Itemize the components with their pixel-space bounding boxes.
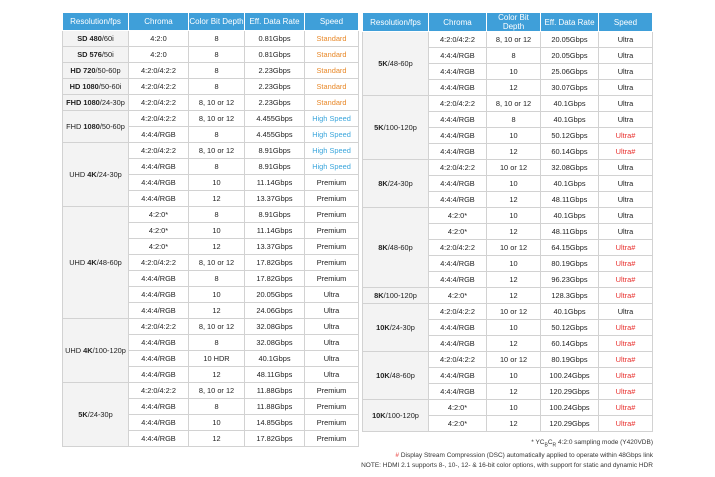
chroma-cell: 4:2:0* [429, 400, 487, 416]
data-rate-cell: 120.29Gbps [541, 384, 599, 400]
data-rate-cell: 40.1Gbps [541, 176, 599, 192]
speed-cell: Ultra [305, 287, 359, 303]
chroma-cell: 4:4:4/RGB [129, 399, 189, 415]
bit-depth-cell: 12 [487, 288, 541, 304]
resolution-cell: FHD 1080/24-30p [63, 95, 129, 111]
chroma-cell: 4:2:0/4:2:2 [429, 160, 487, 176]
bit-depth-cell: 8 [189, 79, 245, 95]
resolution-cell: SD 576/50i [63, 47, 129, 63]
speed-cell: Ultra# [599, 416, 653, 432]
chroma-cell: 4:4:4/RGB [129, 367, 189, 383]
data-rate-cell: 13.37Gbps [245, 191, 305, 207]
bit-depth-cell: 12 [189, 431, 245, 447]
bit-depth-cell: 10 [487, 320, 541, 336]
resolution-cell: HD 720/50-60p [63, 63, 129, 79]
resolution-cell: 5K/100-120p [363, 96, 429, 160]
data-rate-cell: 30.07Gbps [541, 80, 599, 96]
header-resolution: Resolution/fps [63, 13, 129, 31]
chroma-cell: 4:2:0* [429, 224, 487, 240]
bit-depth-cell: 8 [189, 47, 245, 63]
chroma-cell: 4:2:0/4:2:2 [129, 111, 189, 127]
chroma-cell: 4:2:0/4:2:2 [429, 32, 487, 48]
chroma-cell: 4:2:0/4:2:2 [429, 304, 487, 320]
footnotes [361, 438, 653, 472]
speed-cell: Premium [305, 223, 359, 239]
bit-depth-cell: 12 [189, 367, 245, 383]
speed-cell: Ultra [305, 351, 359, 367]
data-rate-cell: 40.1Gbps [541, 208, 599, 224]
speed-cell: High Speed [305, 111, 359, 127]
speed-cell: Premium [305, 239, 359, 255]
resolution-cell: 8K/48-60p [363, 208, 429, 288]
bit-depth-cell: 8, 10 or 12 [487, 32, 541, 48]
data-rate-cell: 14.85Gbps [245, 415, 305, 431]
hdmi-format-table-right [362, 12, 653, 432]
header-data-rate: Eff. Data Rate [541, 13, 599, 32]
speed-cell: Ultra [305, 319, 359, 335]
chroma-cell: 4:4:4/RGB [129, 271, 189, 287]
data-rate-cell: 50.12Gbps [541, 320, 599, 336]
bit-depth-cell: 8 [189, 127, 245, 143]
speed-cell: Ultra [599, 64, 653, 80]
data-rate-cell: 2.23Gbps [245, 79, 305, 95]
bit-depth-cell: 8 [189, 31, 245, 47]
resolution-cell: HD 1080/50-60i [63, 79, 129, 95]
data-rate-cell: 17.82Gbps [245, 271, 305, 287]
speed-cell: High Speed [305, 143, 359, 159]
chroma-cell: 4:2:0/4:2:2 [429, 240, 487, 256]
chroma-cell: 4:2:0* [429, 288, 487, 304]
bit-depth-cell: 8 [189, 207, 245, 223]
header-speed: Speed [599, 13, 653, 32]
chroma-cell: 4:4:4/RGB [129, 351, 189, 367]
resolution-cell: SD 480/60i [63, 31, 129, 47]
resolution-cell: UHD 4K/48-60p [63, 207, 129, 319]
bit-depth-cell: 8, 10 or 12 [189, 95, 245, 111]
speed-cell: Standard [305, 47, 359, 63]
bit-depth-cell: 10 [487, 64, 541, 80]
bit-depth-cell: 8, 10 or 12 [189, 143, 245, 159]
speed-cell: Ultra# [599, 384, 653, 400]
chroma-cell: 4:4:4/RGB [429, 384, 487, 400]
bit-depth-cell: 12 [189, 239, 245, 255]
data-rate-cell: 0.81Gbps [245, 47, 305, 63]
table-row [63, 319, 359, 335]
table-row [363, 160, 653, 176]
table-header-row [63, 13, 359, 31]
data-rate-cell: 32.08Gbps [245, 319, 305, 335]
data-rate-cell: 17.82Gbps [245, 255, 305, 271]
speed-cell: Ultra [305, 367, 359, 383]
chroma-cell: 4:2:0* [129, 223, 189, 239]
data-rate-cell: 100.24Gbps [541, 400, 599, 416]
chroma-cell: 4:4:4/RGB [429, 320, 487, 336]
speed-cell: Ultra [599, 192, 653, 208]
speed-cell: Premium [305, 431, 359, 447]
bit-depth-cell: 8, 10 or 12 [189, 319, 245, 335]
table-row [363, 32, 653, 48]
data-rate-cell: 20.05Gbps [541, 32, 599, 48]
chroma-cell: 4:2:0/4:2:2 [129, 383, 189, 399]
speed-cell: Premium [305, 399, 359, 415]
speed-cell: Ultra# [599, 128, 653, 144]
header-chroma: Chroma [129, 13, 189, 31]
chroma-cell: 4:4:4/RGB [129, 287, 189, 303]
speed-cell: Premium [305, 191, 359, 207]
resolution-cell: FHD 1080/50-60p [63, 111, 129, 143]
data-rate-cell: 8.91Gbps [245, 143, 305, 159]
bit-depth-cell: 10 [487, 368, 541, 384]
table-row [363, 400, 653, 416]
speed-cell: Ultra# [599, 352, 653, 368]
speed-cell: Ultra# [599, 240, 653, 256]
chroma-cell: 4:2:0* [429, 208, 487, 224]
speed-cell: Ultra# [599, 400, 653, 416]
table-header-row [363, 13, 653, 32]
chroma-cell: 4:2:0/4:2:2 [129, 63, 189, 79]
data-rate-cell: 40.1Gbps [541, 96, 599, 112]
chroma-cell: 4:4:4/RGB [429, 176, 487, 192]
chroma-cell: 4:4:4/RGB [429, 336, 487, 352]
data-rate-cell: 13.37Gbps [245, 239, 305, 255]
chroma-cell: 4:4:4/RGB [429, 112, 487, 128]
chroma-cell: 4:4:4/RGB [429, 272, 487, 288]
data-rate-cell: 20.05Gbps [541, 48, 599, 64]
chroma-cell: 4:4:4/RGB [129, 431, 189, 447]
bit-depth-cell: 12 [487, 272, 541, 288]
speed-cell: Ultra [599, 32, 653, 48]
speed-cell: Ultra [599, 224, 653, 240]
header-color-bit-depth: Color Bit Depth [189, 13, 245, 31]
data-rate-cell: 40.1Gbps [541, 304, 599, 320]
speed-cell: Ultra [599, 304, 653, 320]
table-row [363, 304, 653, 320]
chroma-cell: 4:4:4/RGB [129, 335, 189, 351]
speed-cell: Ultra [599, 48, 653, 64]
chroma-cell: 4:2:0* [429, 416, 487, 432]
bit-depth-cell: 10 or 12 [487, 240, 541, 256]
chroma-cell: 4:2:0/4:2:2 [129, 79, 189, 95]
data-rate-cell: 11.88Gbps [245, 383, 305, 399]
resolution-cell: 8K/100-120p [363, 288, 429, 304]
speed-cell: Ultra# [599, 368, 653, 384]
bit-depth-cell: 12 [487, 336, 541, 352]
speed-cell: Ultra [599, 160, 653, 176]
table-row [363, 96, 653, 112]
table-row [363, 288, 653, 304]
data-rate-cell: 40.1Gbps [541, 112, 599, 128]
chroma-cell: 4:2:0* [129, 239, 189, 255]
data-rate-cell: 4.455Gbps [245, 127, 305, 143]
footnote-dsc: # Display Stream Compression (DSC) automatically applied to operate within 48Gbps link [395, 451, 653, 459]
data-rate-cell: 0.81Gbps [245, 31, 305, 47]
data-rate-cell: 32.08Gbps [541, 160, 599, 176]
chroma-cell: 4:4:4/RGB [429, 48, 487, 64]
bit-depth-cell: 10 or 12 [487, 160, 541, 176]
data-rate-cell: 50.12Gbps [541, 128, 599, 144]
chroma-cell: 4:4:4/RGB [129, 175, 189, 191]
chroma-cell: 4:2:0 [129, 31, 189, 47]
chroma-cell: 4:4:4/RGB [129, 127, 189, 143]
bit-depth-cell: 10 or 12 [487, 352, 541, 368]
bit-depth-cell: 12 [487, 224, 541, 240]
data-rate-cell: 11.14Gbps [245, 175, 305, 191]
data-rate-cell: 80.19Gbps [541, 256, 599, 272]
bit-depth-cell: 10 [189, 175, 245, 191]
bit-depth-cell: 10 [487, 256, 541, 272]
table-row [63, 383, 359, 399]
chroma-cell: 4:4:4/RGB [129, 415, 189, 431]
data-rate-cell: 17.82Gbps [245, 431, 305, 447]
data-rate-cell: 128.3Gbps [541, 288, 599, 304]
chroma-cell: 4:4:4/RGB [129, 191, 189, 207]
chroma-cell: 4:4:4/RGB [129, 303, 189, 319]
speed-cell: Ultra# [599, 272, 653, 288]
data-rate-cell: 96.23Gbps [541, 272, 599, 288]
chroma-cell: 4:2:0 [129, 47, 189, 63]
speed-cell: Ultra [305, 335, 359, 351]
data-rate-cell: 24.06Gbps [245, 303, 305, 319]
bit-depth-cell: 10 [487, 128, 541, 144]
data-rate-cell: 60.14Gbps [541, 144, 599, 160]
bit-depth-cell: 10 or 12 [487, 304, 541, 320]
bit-depth-cell: 8, 10 or 12 [189, 111, 245, 127]
speed-cell: Standard [305, 31, 359, 47]
bit-depth-cell: 12 [487, 192, 541, 208]
speed-cell: Ultra# [599, 320, 653, 336]
footnote-420-sampling: * $YC_BC_R$ 4:2:0 sampling mode (Y420VDB) [531, 439, 653, 449]
bit-depth-cell: 8 [189, 335, 245, 351]
table-row [363, 352, 653, 368]
chroma-cell: 4:4:4/RGB [429, 128, 487, 144]
bit-depth-cell: 10 [487, 208, 541, 224]
speed-cell: Ultra# [599, 256, 653, 272]
header-speed: Speed [305, 13, 359, 31]
bit-depth-cell: 12 [487, 416, 541, 432]
header-resolution: Resolution/fps [363, 13, 429, 32]
bit-depth-cell: 10 [487, 400, 541, 416]
bit-depth-cell: 8 [487, 48, 541, 64]
bit-depth-cell: 8 [189, 63, 245, 79]
speed-cell: Premium [305, 383, 359, 399]
chroma-cell: 4:2:0/4:2:2 [129, 255, 189, 271]
speed-cell: Ultra [599, 208, 653, 224]
chroma-cell: 4:2:0/4:2:2 [429, 352, 487, 368]
bit-depth-cell: 8 [189, 399, 245, 415]
resolution-cell: 5K/48-60p [363, 32, 429, 96]
chroma-cell: 4:4:4/RGB [429, 144, 487, 160]
speed-cell: Ultra [599, 112, 653, 128]
table-row [63, 143, 359, 159]
data-rate-cell: 11.14Gbps [245, 223, 305, 239]
chroma-cell: 4:4:4/RGB [429, 256, 487, 272]
bit-depth-cell: 12 [189, 303, 245, 319]
chroma-cell: 4:4:4/RGB [429, 192, 487, 208]
chroma-cell: 4:4:4/RGB [129, 159, 189, 175]
data-rate-cell: 80.19Gbps [541, 352, 599, 368]
bit-depth-cell: 8, 10 or 12 [189, 383, 245, 399]
speed-cell: Premium [305, 271, 359, 287]
speed-cell: Premium [305, 175, 359, 191]
data-rate-cell: 32.08Gbps [245, 335, 305, 351]
resolution-cell: 5K/24-30p [63, 383, 129, 447]
resolution-cell: UHD 4K/24-30p [63, 143, 129, 207]
speed-cell: Ultra# [599, 288, 653, 304]
bit-depth-cell: 10 [487, 176, 541, 192]
speed-cell: Premium [305, 255, 359, 271]
speed-cell: Premium [305, 207, 359, 223]
data-rate-cell: 2.23Gbps [245, 63, 305, 79]
data-rate-cell: 4.455Gbps [245, 111, 305, 127]
table-row [63, 207, 359, 223]
table-row [63, 47, 359, 63]
bit-depth-cell: 8 [189, 159, 245, 175]
bit-depth-cell: 8, 10 or 12 [487, 96, 541, 112]
bit-depth-cell: 10 [189, 415, 245, 431]
bit-depth-cell: 12 [487, 80, 541, 96]
header-color-bit-depth: Color Bit Depth [487, 13, 541, 32]
chroma-cell: 4:4:4/RGB [429, 368, 487, 384]
chroma-cell: 4:2:0/4:2:2 [429, 96, 487, 112]
speed-cell: Standard [305, 79, 359, 95]
speed-cell: Ultra [599, 176, 653, 192]
data-rate-cell: 64.15Gbps [541, 240, 599, 256]
header-data-rate: Eff. Data Rate [245, 13, 305, 31]
data-rate-cell: 11.88Gbps [245, 399, 305, 415]
data-rate-cell: 8.91Gbps [245, 159, 305, 175]
chroma-cell: 4:4:4/RGB [429, 80, 487, 96]
data-rate-cell: 20.05Gbps [245, 287, 305, 303]
bit-depth-cell: 10 [189, 287, 245, 303]
chroma-cell: 4:2:0/4:2:2 [129, 319, 189, 335]
resolution-cell: 8K/24-30p [363, 160, 429, 208]
speed-cell: Premium [305, 415, 359, 431]
table-row [63, 79, 359, 95]
speed-cell: Ultra# [599, 336, 653, 352]
bit-depth-cell: 12 [487, 384, 541, 400]
data-rate-cell: 2.23Gbps [245, 95, 305, 111]
bit-depth-cell: 12 [487, 144, 541, 160]
data-rate-cell: 8.91Gbps [245, 207, 305, 223]
resolution-cell: 10K/24-30p [363, 304, 429, 352]
data-rate-cell: 25.06Gbps [541, 64, 599, 80]
speed-cell: Ultra# [599, 144, 653, 160]
header-chroma: Chroma [429, 13, 487, 32]
speed-cell: Ultra [599, 96, 653, 112]
speed-cell: Ultra [599, 80, 653, 96]
chroma-cell: 4:4:4/RGB [429, 64, 487, 80]
bit-depth-cell: 8 [189, 271, 245, 287]
speed-cell: High Speed [305, 127, 359, 143]
bit-depth-cell: 10 [189, 223, 245, 239]
data-rate-cell: 48.11Gbps [245, 367, 305, 383]
bit-depth-cell: 10 HDR [189, 351, 245, 367]
table-row [63, 95, 359, 111]
table-row [63, 31, 359, 47]
speed-cell: Standard [305, 63, 359, 79]
bit-depth-cell: 8, 10 or 12 [189, 255, 245, 271]
data-rate-cell: 48.11Gbps [541, 224, 599, 240]
chroma-cell: 4:2:0/4:2:2 [129, 95, 189, 111]
chroma-cell: 4:2:0/4:2:2 [129, 143, 189, 159]
hdmi-format-table-left [62, 12, 359, 447]
speed-cell: Standard [305, 95, 359, 111]
resolution-cell: 10K/48-60p [363, 352, 429, 400]
chroma-cell: 4:2:0* [129, 207, 189, 223]
bit-depth-cell: 8 [487, 112, 541, 128]
resolution-cell: UHD 4K/100-120p [63, 319, 129, 383]
speed-cell: High Speed [305, 159, 359, 175]
data-rate-cell: 40.1Gbps [245, 351, 305, 367]
bit-depth-cell: 12 [189, 191, 245, 207]
table-row [63, 63, 359, 79]
footnote-hdmi21: NOTE: HDMI 2.1 supports 8-, 10-, 12- & 16-bit color options, with support for static and dynamic HDR [361, 462, 653, 470]
table-row [363, 208, 653, 224]
resolution-cell: 10K/100-120p [363, 400, 429, 432]
data-rate-cell: 60.14Gbps [541, 336, 599, 352]
data-rate-cell: 48.11Gbps [541, 192, 599, 208]
data-rate-cell: 100.24Gbps [541, 368, 599, 384]
table-row [63, 111, 359, 127]
speed-cell: Ultra [305, 303, 359, 319]
data-rate-cell: 120.29Gbps [541, 416, 599, 432]
